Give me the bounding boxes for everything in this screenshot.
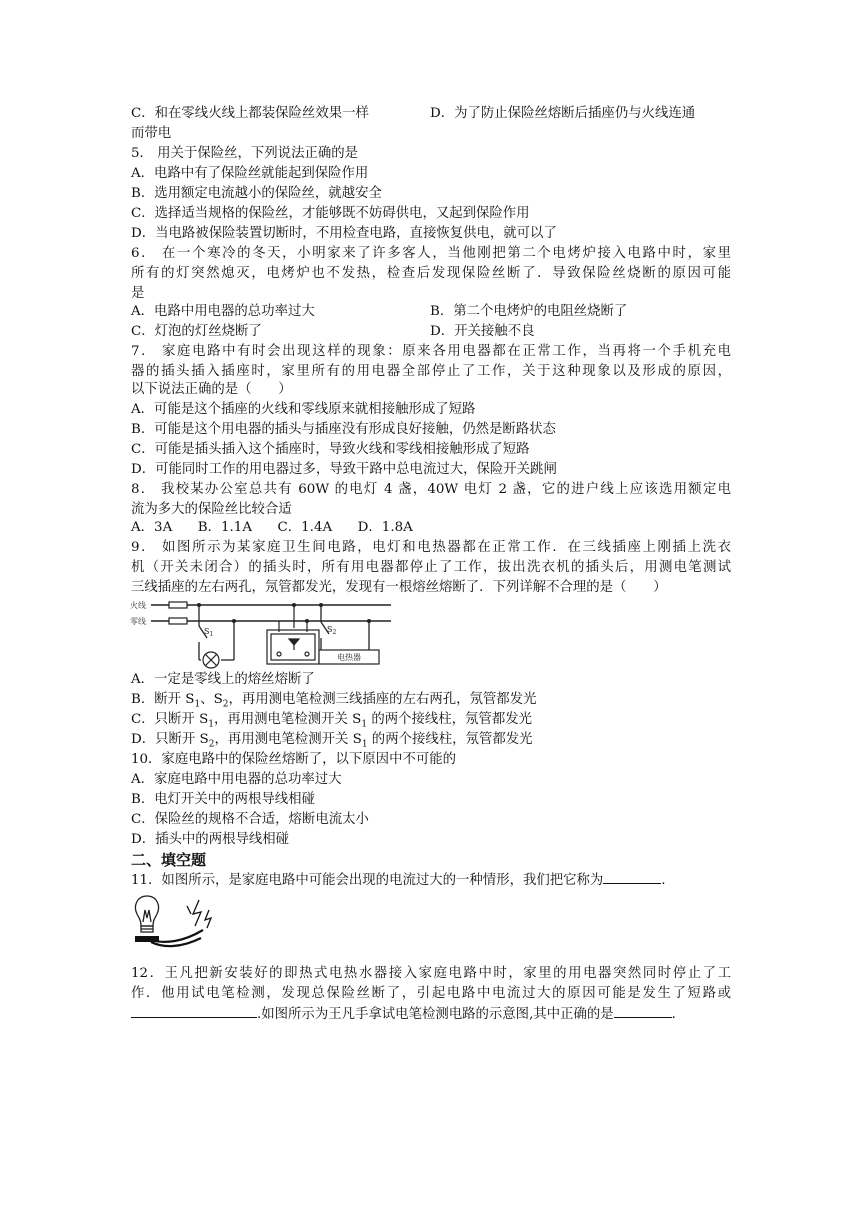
q7-stem-3: 以下说法正确的是（ ） bbox=[131, 382, 292, 397]
q7-stem-2: 器的插头插入插座时，家里所有的用电器全部停止了工作，关于这种现象以及形成的原因， bbox=[131, 364, 731, 379]
bulb-icon bbox=[135, 896, 158, 932]
q8-stem-1: 8． 我校某办公室总共有 60W 的电灯 4 盏，40W 电灯 2 盏，它的进户线上应该选用额定电 bbox=[131, 482, 731, 497]
q6-stem-3: 是 bbox=[131, 286, 145, 301]
q9-stem-3: 三线插座的左右两孔，氖管都发光，发现有一根熔丝熔断了．下列详解不合理的是（ ） bbox=[131, 580, 667, 595]
heater-label: 电热器 bbox=[337, 653, 361, 662]
q11-answer-blank[interactable] bbox=[603, 870, 661, 884]
q6-option-c: C．灯泡的灯丝烧断了 bbox=[131, 324, 262, 339]
lamp-icon bbox=[203, 652, 219, 668]
junction-dots bbox=[197, 603, 371, 623]
q7-option-c: C．可能是插头插入这个插座时，导致火线和零线相接触形成了短路 bbox=[131, 442, 530, 457]
q4-option-c: C．和在零线火线上都装保险丝效果一样 bbox=[131, 106, 369, 121]
q6-stem-1: 6． 在一个寒冷的冬天，小明家来了许多客人，当他刚把第二个电烤炉接入电路中时，家里 bbox=[131, 246, 731, 261]
q7-stem-1: 7． 家庭电路中有时会出现这样的现象：原来各用电器都在正常工作，当再将一个手机充电 bbox=[131, 344, 731, 359]
q9-stem-1: 9． 如图所示为某家庭卫生间电路，电灯和电热器都在正常工作．在三线插座上刚插上洗衣 bbox=[131, 540, 731, 555]
q8-stem-2: 流为多大的保险丝比较合适 bbox=[131, 502, 292, 517]
q6-option-a: A．电路中用电器的总功率过大 bbox=[131, 304, 315, 319]
q7-option-d: D．可能同时工作的用电器过多，导致干路中总电流过大，保险开关跳闸 bbox=[131, 462, 557, 477]
fuse-neutral-icon bbox=[169, 618, 187, 624]
q12-line-3: .如图所示为王凡手拿试电笔检测电路的示意图,其中正确的是 ． bbox=[131, 1004, 731, 1024]
q10-option-d: D．插头中的两根导线相碰 bbox=[131, 832, 290, 847]
q11-stem: 11．如图所示，是家庭电路中可能会出现的电流过大的一种情形，我们把它称为 ． bbox=[131, 870, 731, 890]
fuse-live-icon bbox=[169, 602, 187, 608]
q7-option-b: B．可能是这个用电器的插头与插座没有形成良好接触，仍然是断路状态 bbox=[131, 422, 556, 437]
q10-option-b: B．电灯开关中的两根导线相碰 bbox=[131, 792, 315, 807]
q5-stem: 5． 用关于保险丝，下列说法正确的是 bbox=[131, 146, 359, 161]
q9-stem-2: 机（开关未闭合）的插头时，所有用电器都停止了工作，拔出洗衣机的插头后，用测电笔测试 bbox=[131, 560, 731, 575]
q5-option-b: B．选用额定电流越小的保险丝，就越安全 bbox=[131, 186, 382, 201]
s1-label: $S_1$ bbox=[204, 627, 214, 638]
three-pin-socket-icon bbox=[267, 605, 319, 664]
q6-option-b: B．第二个电烤炉的电阻丝烧断了 bbox=[430, 304, 628, 319]
section-title: 二、填空题 bbox=[131, 851, 207, 869]
q5-option-c: C．选择适当规格的保险丝，才能够既不妨碍供电，又起到保险作用 bbox=[131, 206, 530, 221]
q9-option-b: B．断开 $S_1$、$S_2$，再用测电笔检测三线插座的左右两孔，氖管都发光 bbox=[131, 692, 537, 710]
q10-option-a: A．家庭电路中用电器的总功率过大 bbox=[131, 772, 342, 787]
q11-short-circuit-figure bbox=[129, 892, 227, 952]
q5-option-a: A．电路中有了保险丝就能起到保险作用 bbox=[131, 166, 369, 181]
q6-stem-2: 所有的灯突然熄灭，电烤炉也不发热，检查后发现保险丝断了．导致保险丝烧断的原因可能 bbox=[131, 266, 731, 281]
q12-answer-blank-1[interactable] bbox=[131, 1004, 257, 1018]
q12-answer-blank-2[interactable] bbox=[614, 1004, 672, 1018]
q9-option-c: C．只断开 $S_1$，再用测电笔检测开关 $S_1$ 的两个接线柱，氖管都发光 bbox=[131, 712, 533, 730]
q8-options: A．3A B．1.1A C．1.4A D．1.8A bbox=[131, 520, 413, 535]
q4-option-d-cont: 而带电 bbox=[131, 126, 172, 141]
q5-option-d: D．当电路被保险装置切断时，不用检查电路，直接恢复供电，就可以了 bbox=[131, 226, 557, 241]
q10-stem: 10．家庭电路中的保险丝熔断了，以下原因中不可能的 bbox=[131, 752, 457, 767]
q9-circuit-figure bbox=[129, 598, 394, 670]
q9-option-d: D．只断开 $S_2$，再用测电笔检测开关 $S_1$ 的两个接线柱，氖管都发光 bbox=[131, 732, 533, 750]
q10-option-c: C．保险丝的规格不合适，熔断电流太小 bbox=[131, 812, 369, 827]
neutral-wire-label: 零线 bbox=[130, 617, 146, 626]
s2-label: $S_2$ bbox=[327, 625, 337, 636]
q7-option-a: A．可能是这个插座的火线和零线原来就相接触形成了短路 bbox=[131, 402, 476, 417]
q9-option-a: A．一定是零线上的熔丝熔断了 bbox=[131, 672, 315, 687]
q4-option-d: D．为了防止保险丝熔断后插座仍与火线连通 bbox=[430, 106, 696, 121]
live-wire-label: 火线 bbox=[130, 601, 146, 610]
spark-icon bbox=[187, 900, 211, 928]
q12-line-1: 12．王凡把新安装好的即热式电热水器接入家庭电路中时，家里的用电器突然同时停止了工 bbox=[131, 966, 731, 981]
q6-option-d: D．开关接触不良 bbox=[430, 324, 535, 339]
q12-line-2: 作．他用试电笔检测，发现总保险丝断了，引起电路中电流过大的原因可能是发生了短路或 bbox=[131, 986, 731, 1001]
